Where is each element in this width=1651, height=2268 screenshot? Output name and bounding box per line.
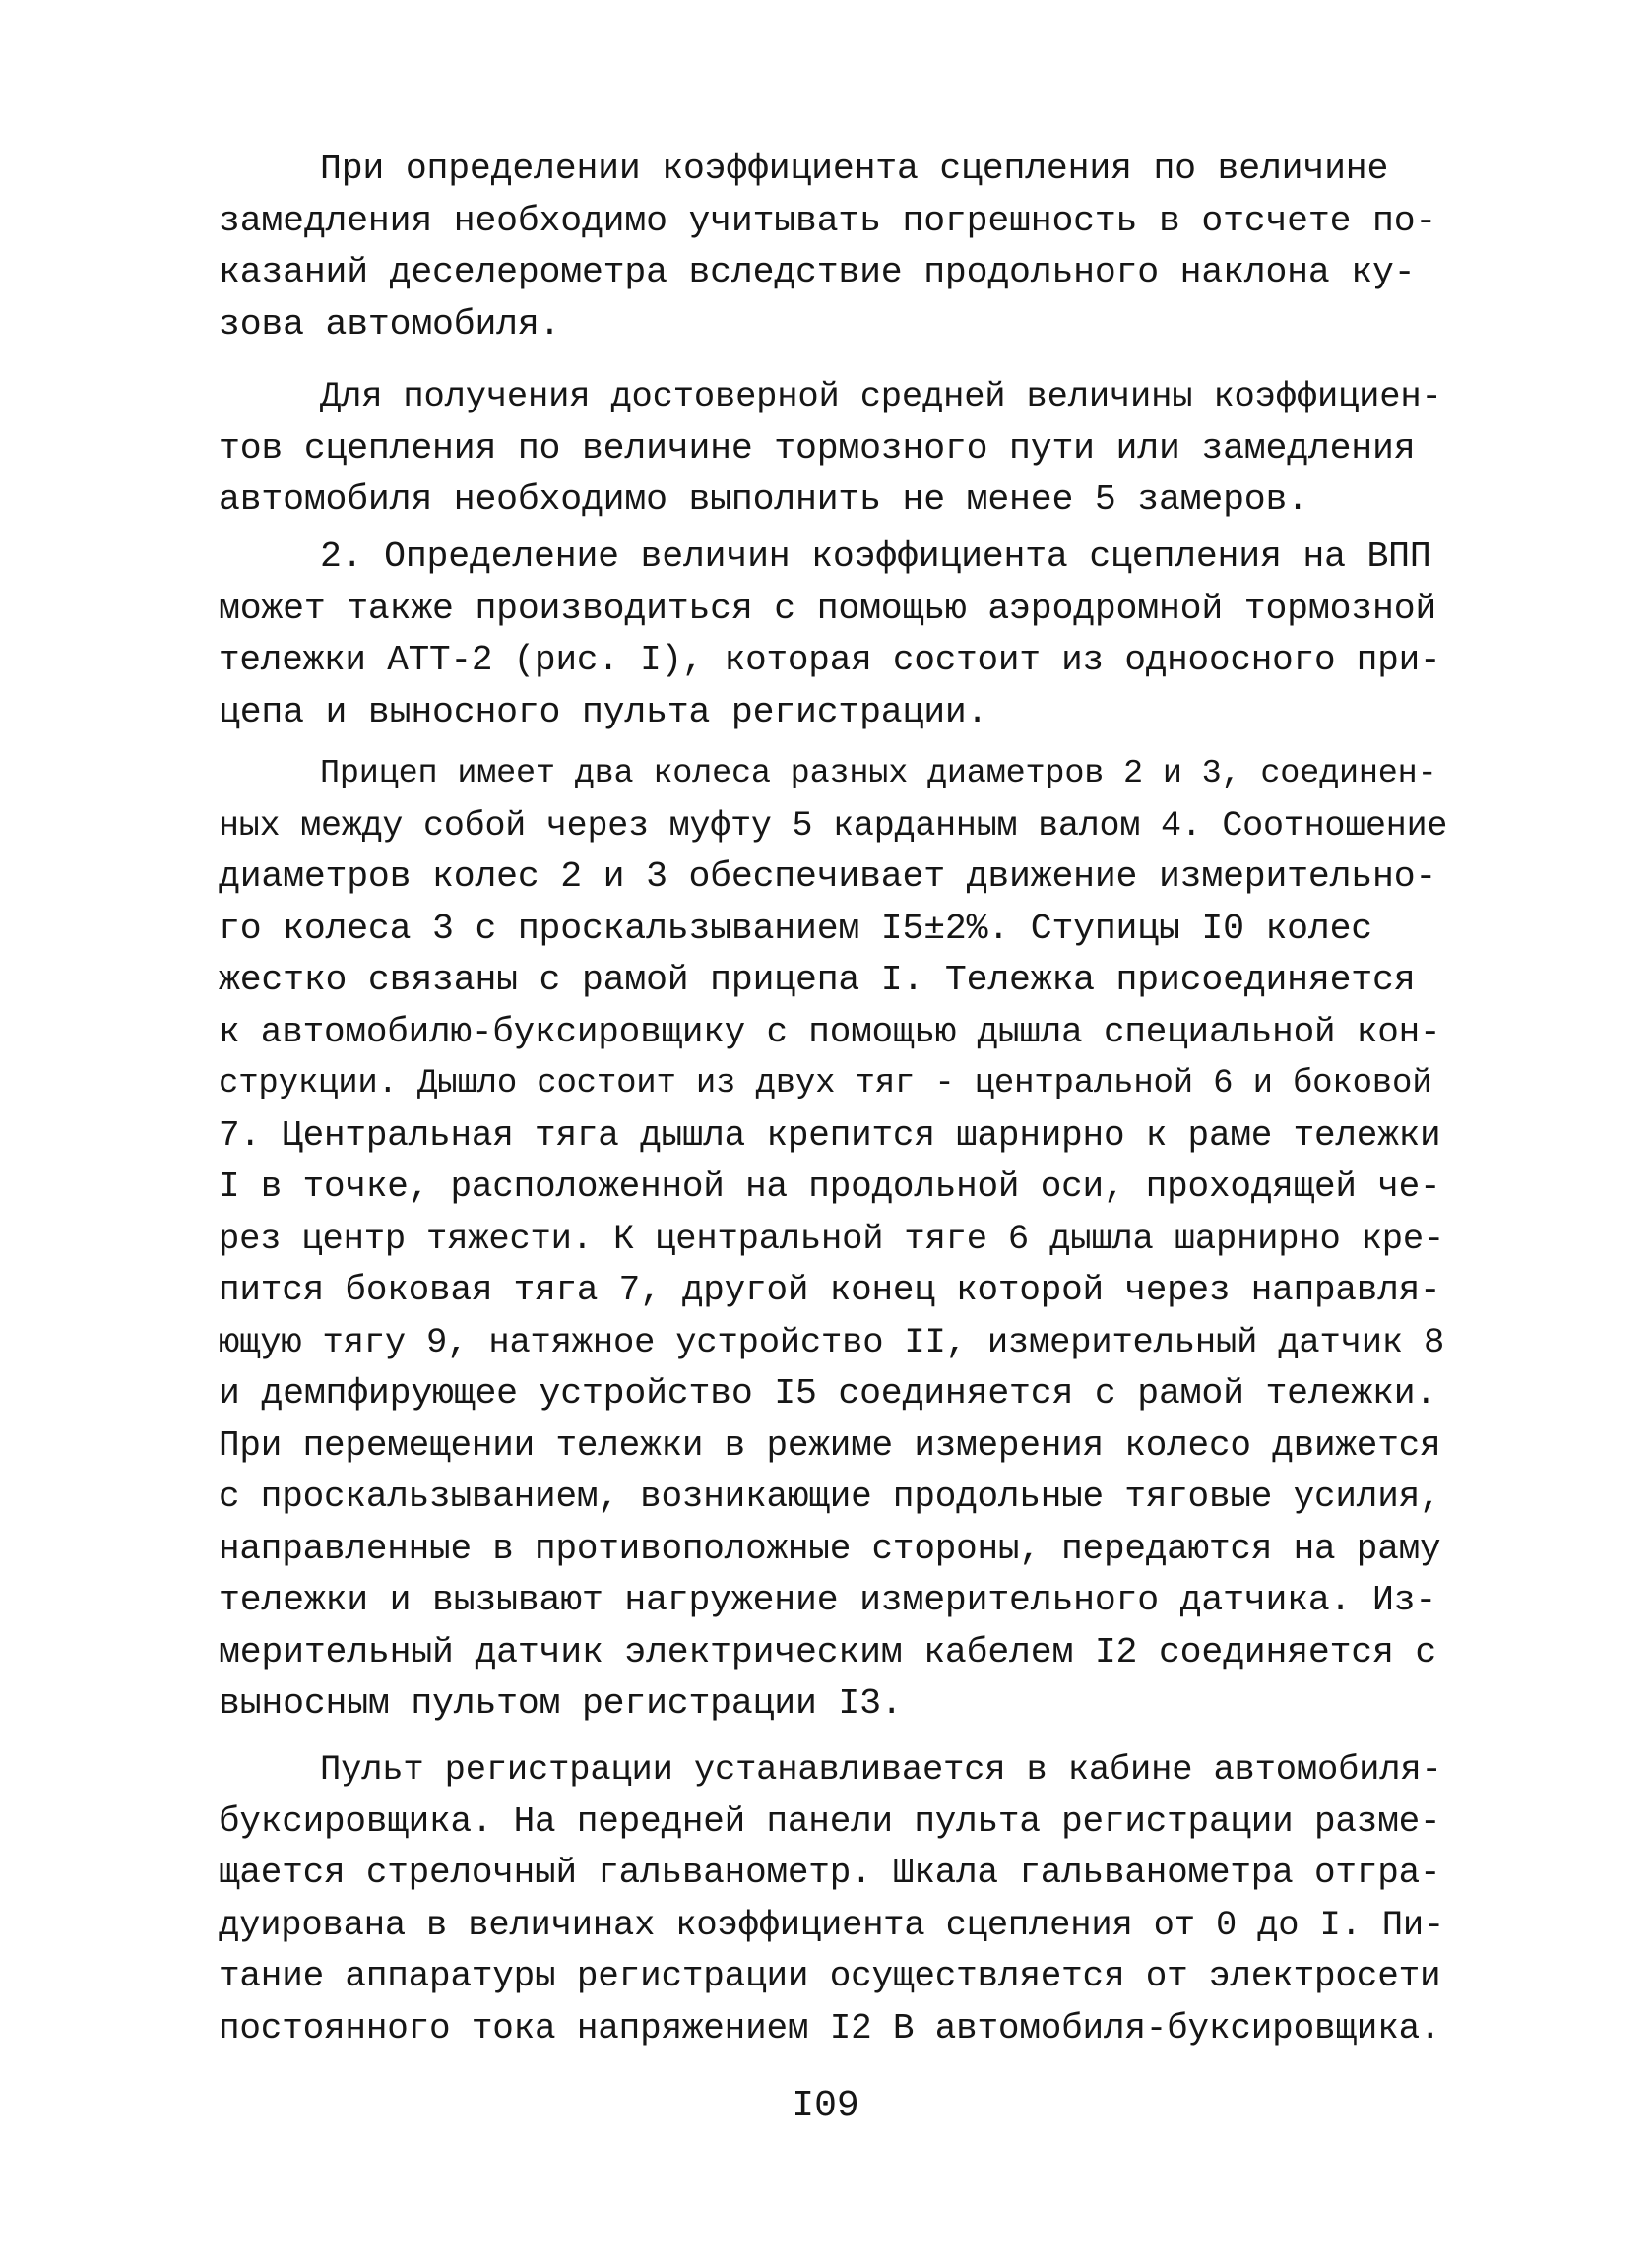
- page-number: I09: [792, 2085, 859, 2127]
- text-line: замедления необходимо учитывать погрешность в отсчете по-: [219, 200, 1437, 241]
- text-line: казаний деселерометра вследствие продольного наклона ку-: [219, 252, 1416, 292]
- text-line: Прицеп имеет два колеса разных диаметров 2 и 3, соединен-: [320, 755, 1437, 792]
- text-line: щается стрелочный гальванометр. Шкала гальванометра отгра-: [219, 1853, 1441, 1893]
- text-line: При перемещении тележки в режиме измерения колесо движется: [219, 1424, 1441, 1466]
- text-line: автомобиля необходимо выполнить не менее 5 замеров.: [219, 479, 1308, 520]
- text-line: Для получения достоверной средней величины коэффициен-: [320, 376, 1442, 416]
- text-line: I в точке, расположенной на продольной оси, проходящей че-: [219, 1166, 1441, 1207]
- text-line: тележки АТТ-2 (рис. I), которая состоит из одноосного при-: [219, 640, 1441, 680]
- paragraph-trailer-design: [219, 748, 1449, 1731]
- text-line: тележки и вызывают нагружение измерительного датчика. Из-: [219, 1580, 1437, 1620]
- text-line: постоянного тока напряжением I2 В автомобиля-буксировщика.: [219, 2007, 1441, 2048]
- text-line: ных между собой через муфту 5 карданным валом 4. Соотношение: [219, 805, 1448, 846]
- text-line: цепа и выносного пульта регистрации.: [219, 691, 988, 732]
- text-line: го колеса 3 с проскальзыванием I5±2%. Ступицы I0 колес: [219, 908, 1372, 949]
- text-line: направленные в противоположные стороны, передаются на раму: [219, 1528, 1441, 1569]
- text-line: При определении коэффициента сцепления по величине: [320, 149, 1389, 189]
- text-line: тов сцепления по величине тормозного пути или замедления: [219, 427, 1416, 469]
- text-line: ющую тягу 9, натяжное устройство II, измерительный датчик 8: [219, 1321, 1445, 1362]
- text-line: к автомобилю-буксировщику с помощью дышла специальной кон-: [219, 1011, 1441, 1052]
- text-line: зова автомобиля.: [219, 303, 561, 345]
- text-line: 2. Определение величин коэффициента сцепления на ВПП: [320, 536, 1431, 577]
- paragraph-registration-console: [219, 1744, 1449, 2054]
- text-line: Пульт регистрации устанавливается в кабине автомобиля-: [320, 1749, 1442, 1790]
- text-line: буксировщика. На передней панели пульта регистрации разме-: [219, 1800, 1441, 1842]
- text-line: и демпфирующее устройство I5 соединяется с рамой тележки.: [219, 1373, 1437, 1414]
- text-line: рез центр тяжести. К центральной тяге 6 дышла шарнирно кре-: [219, 1218, 1445, 1259]
- text-line: с проскальзыванием, возникающие продольные тяговые усилия,: [219, 1477, 1441, 1517]
- text-line: жестко связаны с рамой прицепа I. Тележка присоединяется: [219, 960, 1416, 1000]
- paragraph-att2-trailer: [219, 532, 1449, 738]
- text-line: выносным пультом регистрации I3.: [219, 1683, 903, 1724]
- text-line: струкции. Дышло состоит из двух тяг - центральной 6 и боковой: [219, 1065, 1432, 1102]
- text-line: может также производиться с помощью аэродромной тормозной: [219, 588, 1437, 629]
- paragraph-measurement-count: [219, 371, 1449, 527]
- text-line: диаметров колес 2 и 3 обеспечивает движение измерительно-: [219, 856, 1437, 897]
- text-line: пится боковая тяга 7, другой конец которой через направля-: [219, 1270, 1441, 1310]
- paragraph-deceleration-error: [219, 144, 1449, 350]
- text-line: 7. Центральная тяга дышла крепится шарнирно к раме тележки: [219, 1114, 1441, 1156]
- text-line: мерительный датчик электрическим кабелем I2 соединяется с: [219, 1631, 1437, 1672]
- text-line: дуирована в величинах коэффициента сцепления от 0 до I. Пи-: [219, 1904, 1445, 1945]
- text-line: тание аппаратуры регистрации осуществляется от электросети: [219, 1956, 1441, 1996]
